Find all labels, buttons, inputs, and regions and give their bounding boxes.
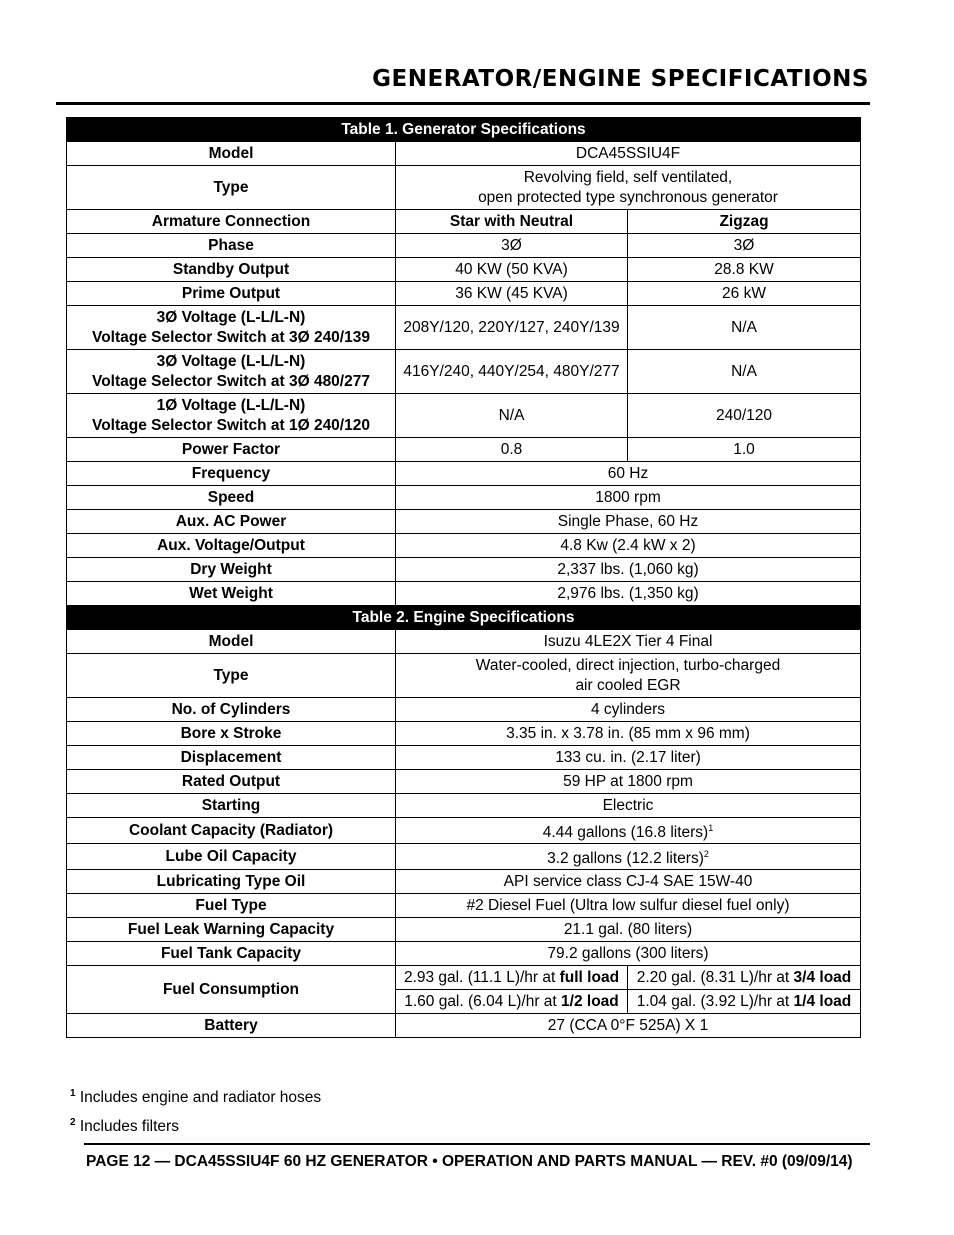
- table-row: [67, 394, 861, 438]
- row-label: Fuel Leak Warning Capacity: [67, 918, 396, 942]
- table-row: [67, 698, 861, 722]
- row-value: 36 KW (45 KVA): [396, 282, 628, 306]
- row-value: [396, 166, 861, 210]
- table2-title: Table 2. Engine Specifications: [67, 606, 861, 630]
- table-row: [67, 282, 861, 306]
- row-label: Armature Connection: [67, 210, 396, 234]
- table-row: [67, 1014, 861, 1038]
- row-label: No. of Cylinders: [67, 698, 396, 722]
- row-label: Speed: [67, 486, 396, 510]
- row-label-line: 1Ø Voltage (L-L/L-N): [156, 396, 306, 414]
- row-value: 60 Hz: [396, 462, 861, 486]
- row-value: N/A: [396, 394, 628, 438]
- row-value: [396, 654, 861, 698]
- row-value: #2 Diesel Fuel (Ultra low sulfur diesel fuel only): [396, 894, 861, 918]
- value-text: 4.44 gallons (16.8 liters): [542, 824, 709, 842]
- table-row: [67, 350, 861, 394]
- row-label: Fuel Consumption: [67, 966, 396, 1014]
- row-value: 28.8 KW: [628, 258, 861, 282]
- row-value: 1.0: [628, 438, 861, 462]
- footer-rule: [84, 1143, 870, 1145]
- table-row: [67, 870, 861, 894]
- value-text: 1.04 gal. (3.92 L)/hr at: [636, 992, 794, 1010]
- row-label: Dry Weight: [67, 558, 396, 582]
- row-label-line: Voltage Selector Switch at 3Ø 480/277: [92, 372, 370, 390]
- table-row: [67, 746, 861, 770]
- value-text: 2.93 gal. (11.1 L)/hr at: [403, 968, 560, 986]
- row-value: 59 HP at 1800 rpm: [396, 770, 861, 794]
- table-row: [67, 722, 861, 746]
- row-label: Battery: [67, 1014, 396, 1038]
- load-label: 1/4 load: [793, 992, 852, 1010]
- row-value: 416Y/240, 440Y/254, 480Y/277: [396, 350, 628, 394]
- row-value-line: Revolving field, self ventilated,: [523, 168, 733, 186]
- row-value: 240/120: [628, 394, 861, 438]
- table-row: [67, 844, 861, 870]
- table-row: [67, 166, 861, 210]
- row-value: [396, 990, 628, 1014]
- row-label: Model: [67, 630, 396, 654]
- table2-header-row: [67, 606, 861, 630]
- row-label: Frequency: [67, 462, 396, 486]
- row-label: Power Factor: [67, 438, 396, 462]
- row-value: [396, 966, 628, 990]
- row-label: Aux. Voltage/Output: [67, 534, 396, 558]
- row-value: Single Phase, 60 Hz: [396, 510, 861, 534]
- row-label: Rated Output: [67, 770, 396, 794]
- table-row: [67, 966, 861, 990]
- row-label-line: 3Ø Voltage (L-L/L-N): [156, 352, 306, 370]
- row-value: 133 cu. in. (2.17 liter): [396, 746, 861, 770]
- footnote-mark: 2: [70, 1117, 76, 1129]
- row-value: 79.2 gallons (300 liters): [396, 942, 861, 966]
- footnote: [70, 1110, 321, 1139]
- footnote-text: Includes engine and radiator hoses: [79, 1089, 322, 1107]
- table-row: [67, 462, 861, 486]
- row-label: Coolant Capacity (Radiator): [67, 818, 396, 844]
- row-value: 26 kW: [628, 282, 861, 306]
- column-header: Star with Neutral: [396, 210, 628, 234]
- load-label: 1/2 load: [561, 992, 619, 1010]
- row-label: Bore x Stroke: [67, 722, 396, 746]
- table-row: [67, 486, 861, 510]
- table-row: [67, 818, 861, 844]
- table-row: [67, 918, 861, 942]
- row-value: [628, 990, 861, 1014]
- footnote-text: Includes filters: [79, 1118, 179, 1136]
- table-row: [67, 630, 861, 654]
- table-row: [67, 558, 861, 582]
- row-value-line: Water-cooled, direct injection, turbo-charged: [475, 656, 781, 674]
- row-label: Prime Output: [67, 282, 396, 306]
- page-footer: PAGE 12 — DCA45SSIU4F 60 HZ GENERATOR • OPERATION AND PARTS MANUAL — REV. #0 (09/09/14): [86, 1153, 853, 1170]
- table-row: [67, 582, 861, 606]
- row-label: Fuel Type: [67, 894, 396, 918]
- row-label: Lubricating Type Oil: [67, 870, 396, 894]
- row-value: 1800 rpm: [396, 486, 861, 510]
- table1-title: Table 1. Generator Specifications: [67, 118, 861, 142]
- row-value: N/A: [628, 350, 861, 394]
- column-header: Zigzag: [628, 210, 861, 234]
- row-value-line: air cooled EGR: [575, 676, 681, 694]
- row-value: 2,976 lbs. (1,350 kg): [396, 582, 861, 606]
- table-row: [67, 210, 861, 234]
- row-label: Displacement: [67, 746, 396, 770]
- footnote-mark: 1: [70, 1088, 76, 1099]
- row-label: Standby Output: [67, 258, 396, 282]
- row-value: N/A: [628, 306, 861, 350]
- table-row: [67, 894, 861, 918]
- table-row: [67, 794, 861, 818]
- row-value: 2,337 lbs. (1,060 kg): [396, 558, 861, 582]
- row-value: API service class CJ-4 SAE 15W-40: [396, 870, 861, 894]
- row-label-line: Voltage Selector Switch at 3Ø 240/139: [92, 328, 370, 346]
- table-row: [67, 942, 861, 966]
- row-value: [628, 966, 861, 990]
- load-label: full load: [559, 968, 620, 986]
- table-row: [67, 534, 861, 558]
- footnote-ref: 2: [703, 849, 709, 860]
- row-value: [396, 818, 861, 844]
- row-value: 0.8: [396, 438, 628, 462]
- row-value: 3Ø: [396, 234, 628, 258]
- row-value: 27 (CCA 0°F 525A) X 1: [396, 1014, 861, 1038]
- table-row: [67, 258, 861, 282]
- row-value: 208Y/120, 220Y/127, 240Y/139: [396, 306, 628, 350]
- row-label-line: 3Ø Voltage (L-L/L-N): [156, 308, 306, 326]
- table-row: [67, 654, 861, 698]
- footnote-ref: 1: [708, 823, 714, 833]
- row-label: Phase: [67, 234, 396, 258]
- row-value: Isuzu 4LE2X Tier 4 Final: [396, 630, 861, 654]
- row-label: Type: [67, 166, 396, 210]
- row-value: DCA45SSIU4F: [396, 142, 861, 166]
- table-row: [67, 142, 861, 166]
- row-label: [67, 306, 396, 350]
- row-value: [396, 844, 861, 870]
- row-value: 3.35 in. x 3.78 in. (85 mm x 96 mm): [396, 722, 861, 746]
- row-label: Wet Weight: [67, 582, 396, 606]
- row-value: 40 KW (50 KVA): [396, 258, 628, 282]
- row-value: Electric: [396, 794, 861, 818]
- load-label: 3/4 load: [793, 968, 852, 986]
- table-row: [67, 770, 861, 794]
- table1-header-row: [67, 118, 861, 142]
- row-value: 4.8 Kw (2.4 kW x 2): [396, 534, 861, 558]
- page-title: GENERATOR/ENGINE SPECIFICATIONS: [372, 66, 869, 92]
- row-label-line: Voltage Selector Switch at 1Ø 240/120: [92, 416, 370, 434]
- table-row: [67, 438, 861, 462]
- row-label: Aux. AC Power: [67, 510, 396, 534]
- table-row: [67, 510, 861, 534]
- row-label: [67, 350, 396, 394]
- spec-table: [66, 117, 861, 1038]
- value-text: 1.60 gal. (6.04 L)/hr at: [404, 992, 562, 1010]
- row-label: Fuel Tank Capacity: [67, 942, 396, 966]
- value-text: 3.2 gallons (12.2 liters): [547, 850, 704, 868]
- value-text: 2.20 gal. (8.31 L)/hr at: [636, 968, 794, 986]
- row-label: Model: [67, 142, 396, 166]
- row-label: Starting: [67, 794, 396, 818]
- row-value-line: open protected type synchronous generator: [478, 188, 778, 206]
- row-label: Type: [67, 654, 396, 698]
- row-value: 4 cylinders: [396, 698, 861, 722]
- table-row: [67, 306, 861, 350]
- row-label: [67, 394, 396, 438]
- row-value: 21.1 gal. (80 liters): [396, 918, 861, 942]
- row-value: 3Ø: [628, 234, 861, 258]
- table-row: [67, 234, 861, 258]
- title-rule: [56, 102, 870, 105]
- footnotes: [70, 1081, 321, 1139]
- footnote: [70, 1081, 321, 1110]
- row-label: Lube Oil Capacity: [67, 844, 396, 870]
